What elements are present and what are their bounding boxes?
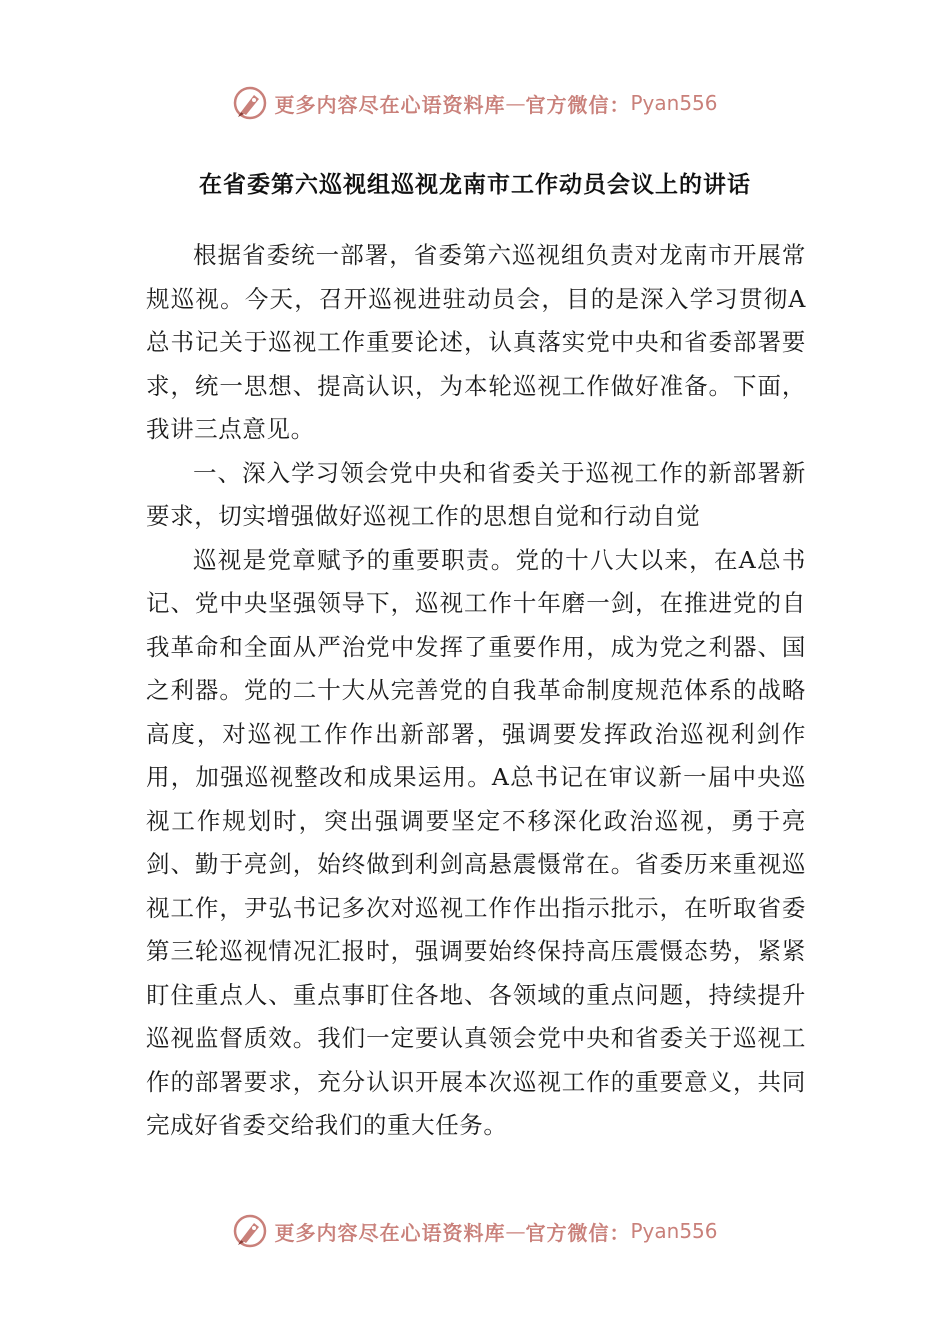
paragraph: 巡视是党章赋予的重要职责。党的十八大以来，在A总书记、党中央坚强领导下，巡视工作十年磨一剑，在推进党的自我革命和全面从严治党中发挥了重要作用，成为党之利器、国之利器。党的二十大从完善党的自我革命制度规范体系的战略高度，对巡视工作作出新部署，强调要发挥政治巡视利剑作用，加强巡视整改和成果运用。A总书记在审议新一届中央巡视工作规划时，突出强调要坚定不移深化政治巡视，勇于亮剑、勤于亮剑，始终做到利剑高悬震慑常在。省委历来重视巡视工作，尹弘书记多次对巡视工作作出指示批示，在听取省委第三轮巡视情况汇报时，强调要始终保持高压震慑态势，紧紧盯住重点人、重点事盯住各地、各领域的重点问题，持续提升巡视监督质效。我们一定要认真领会党中央和省委关于巡视工作的部署要求，充分认识开展本次巡视工作的重要意义，共同完成好省委交给我们的重大任务。	[146, 545, 806, 1139]
banner-account: Pyan556	[630, 1219, 718, 1243]
banner-site-text: 更多内容尽在心语资料库	[274, 1220, 506, 1245]
banner-contact-text: 官方微信：	[525, 1220, 631, 1245]
header-banner[interactable]	[0, 82, 950, 124]
banner-separator: —	[505, 91, 526, 115]
document-body	[146, 234, 806, 1148]
footer-banner[interactable]	[0, 1210, 950, 1252]
pen-logo-icon	[232, 85, 268, 121]
pen-logo-icon	[232, 1213, 268, 1249]
paragraph: 根据省委统一部署，省委第六巡视组负责对龙南市开展常规巡视。今天，召开巡视进驻动员会，目的是深入学习贯彻A总书记关于巡视工作重要论述，认真落实党中央和省委部署要求，统一思想、提高认识，为本轮巡视工作做好准备。下面，我讲三点意见。	[146, 241, 806, 443]
section-heading: 一、深入学习领会党中央和省委关于巡视工作的新部署新要求，切实增强做好巡视工作的思想自觉和行动自觉	[146, 458, 806, 530]
banner-site-text: 更多内容尽在心语资料库	[274, 92, 506, 117]
banner-contact-text: 官方微信：	[525, 92, 631, 117]
banner-account: Pyan556	[630, 91, 718, 115]
banner-separator: —	[505, 1219, 526, 1243]
document-title: 在省委第六巡视组巡视龙南市工作动员会议上的讲话	[199, 171, 751, 198]
